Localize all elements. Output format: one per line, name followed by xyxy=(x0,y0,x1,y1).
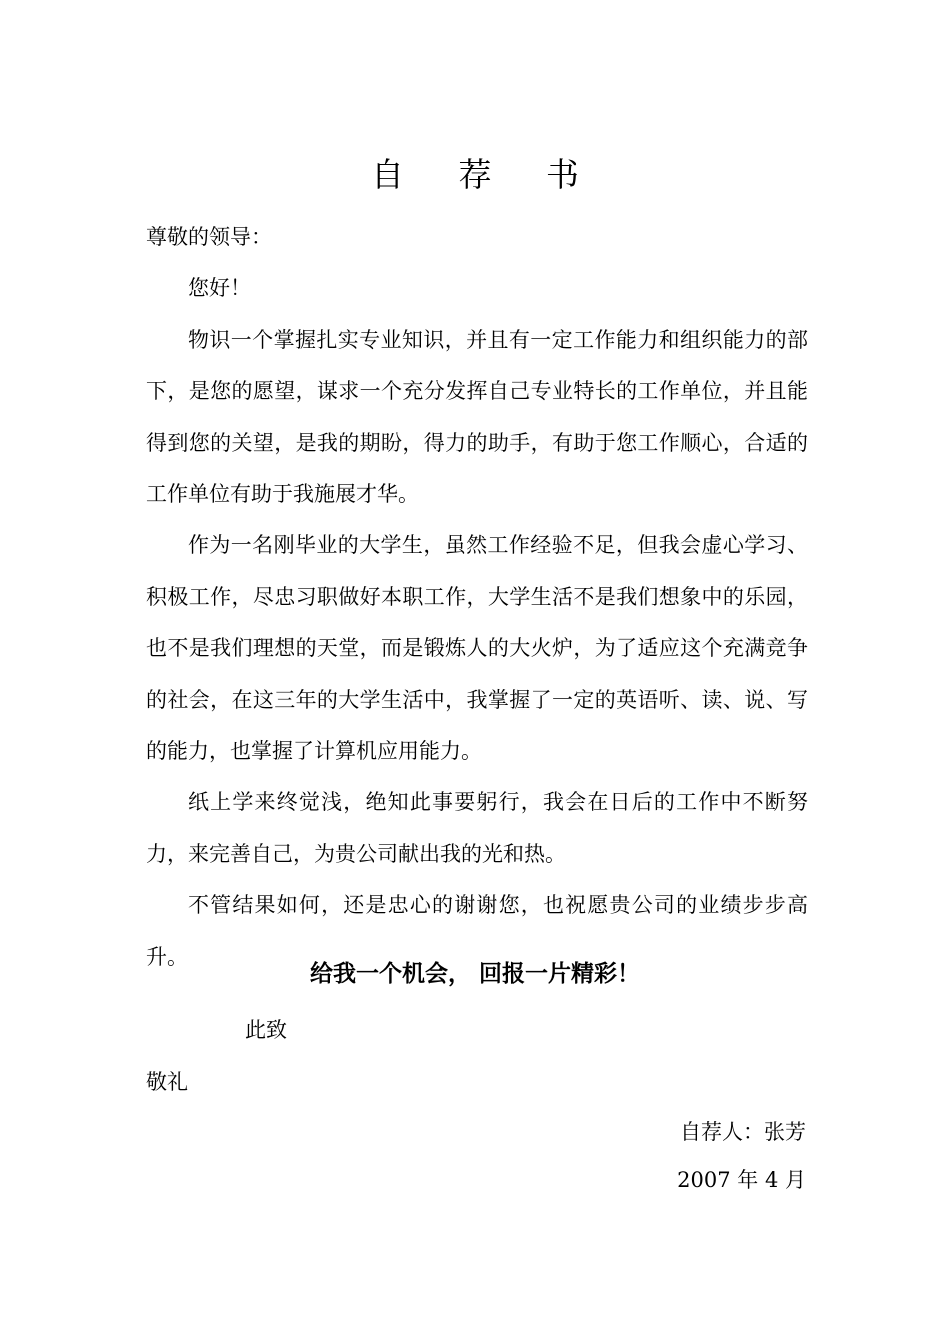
document-title: 自 荐 书 xyxy=(371,155,601,194)
signer: 自荐人：张芳 xyxy=(680,1120,806,1144)
date: 2007 年 4 月 xyxy=(677,1168,806,1192)
closing-cizhi: 此致 xyxy=(245,1018,287,1042)
paragraph-4: 不管结果如何，还是忠心的谢谢您，也祝愿贵公司的业绩步步高升。 xyxy=(146,893,808,969)
slogan: 给我一个机会， 回报一片精彩！ xyxy=(309,961,640,987)
letter-body xyxy=(146,212,808,983)
closing-jingli: 敬礼 xyxy=(146,1070,188,1094)
paragraph-3: 纸上学来终觉浅，绝知此事要躬行，我会在日后的工作中不断努力，来完善自己，为贵公司献出我的光和热。 xyxy=(146,790,808,866)
greeting: 您好！ xyxy=(188,276,251,301)
paragraph-1: 物识一个掌握扎实专业知识，并且有一定工作能力和组织能力的部下，是您的愿望，谋求一个充分发挥自己专业特长的工作单位，并且能得到您的关望，是我的期盼，得力的助手，有助于您工作顺心，合适的工作单位有助于我施展才华。 xyxy=(146,327,808,507)
salutation: 尊敬的领导： xyxy=(146,225,272,249)
paragraph-2: 作为一名刚毕业的大学生，虽然工作经验不足，但我会虚心学习、积极工作，尽忠习职做好本职工作，大学生活不是我们想象中的乐园，也不是我们理想的天堂，而是锻炼人的大火炉，为了适应这个充满竞争的社会，在这三年的大学生活中，我掌握了一定的英语听、读、说、写的能力，也掌握了计算机应用能力。 xyxy=(146,533,808,764)
